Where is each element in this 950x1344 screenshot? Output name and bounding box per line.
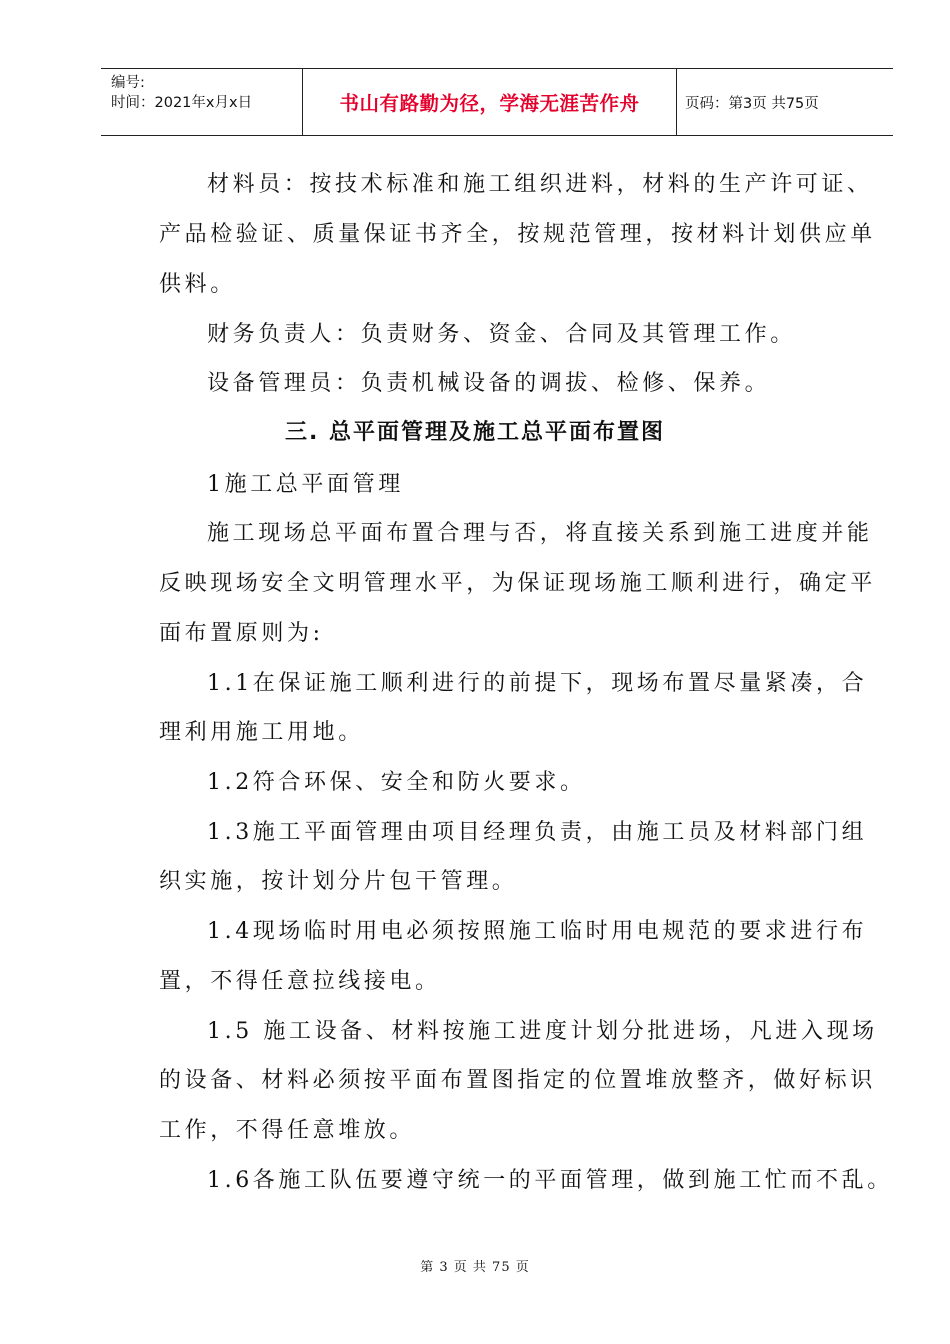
paragraph-line: 设备管理员：负责机械设备的调拔、检修、保养。 — [207, 371, 771, 396]
subsection-heading: 1施工总平面管理 — [207, 472, 404, 497]
list-item-line: 工作，不得任意堆放。 — [159, 1118, 416, 1143]
paragraph-line: 财务负责人：负责财务、资金、合同及其管理工作。 — [207, 322, 796, 347]
paragraph-line: 供料。 — [159, 272, 236, 297]
list-item-line: 1.4现场临时用电必须按照施工临时用电规范的要求进行布 — [207, 919, 868, 944]
section-heading: 三. 总平面管理及施工总平面布置图 — [284, 420, 666, 445]
paragraph-line: 产品检验证、质量保证书齐全，按规范管理，按材料计划供应单 — [159, 222, 876, 247]
list-item-line: 1.5 施工设备、材料按施工进度计划分批进场，凡进入现场 — [207, 1019, 878, 1044]
list-item-line: 1.2符合环保、安全和防火要求。 — [207, 770, 586, 795]
list-item-line: 置，不得任意拉线接电。 — [159, 969, 441, 994]
list-item-line: 织实施，按计划分片包干管理。 — [159, 869, 518, 894]
list-item-line: 1.1在保证施工顺利进行的前提下，现场布置尽量紧凑，合 — [207, 671, 868, 696]
paragraph-line: 材料员：按技术标准和施工组织进料，材料的生产许可证、 — [207, 172, 873, 197]
header-motto-cell — [303, 69, 677, 135]
page-code: 页码：第3页 共75页 — [685, 95, 819, 112]
header-motto: 书山有路勤为径，学海无涯苦作舟 — [339, 92, 640, 115]
list-item-line: 1.6各施工队伍要遵守统一的平面管理，做到施工忙而不乱。 — [207, 1168, 893, 1193]
time-label: 时间：2021年x月x日 — [111, 95, 253, 111]
list-item-line: 的设备、材料必须按平面布置图指定的位置堆放整齐，做好标识 — [159, 1068, 876, 1093]
paragraph-line: 反映现场安全文明管理水平，为保证现场施工顺利进行，确定平 — [159, 571, 876, 596]
page-header — [101, 68, 893, 136]
page-footer: 第 3 页 共 75 页 — [420, 1260, 530, 1275]
number-label: 编号: — [111, 75, 145, 91]
header-meta — [101, 69, 303, 135]
paragraph-line: 施工现场总平面布置合理与否，将直接关系到施工进度并能 — [207, 521, 873, 546]
list-item-line: 理利用施工用地。 — [159, 720, 364, 745]
paragraph-line: 面布置原则为: — [159, 621, 324, 646]
list-item-line: 1.3施工平面管理由项目经理负责，由施工员及材料部门组 — [207, 820, 868, 845]
header-page-code-cell — [677, 69, 893, 135]
